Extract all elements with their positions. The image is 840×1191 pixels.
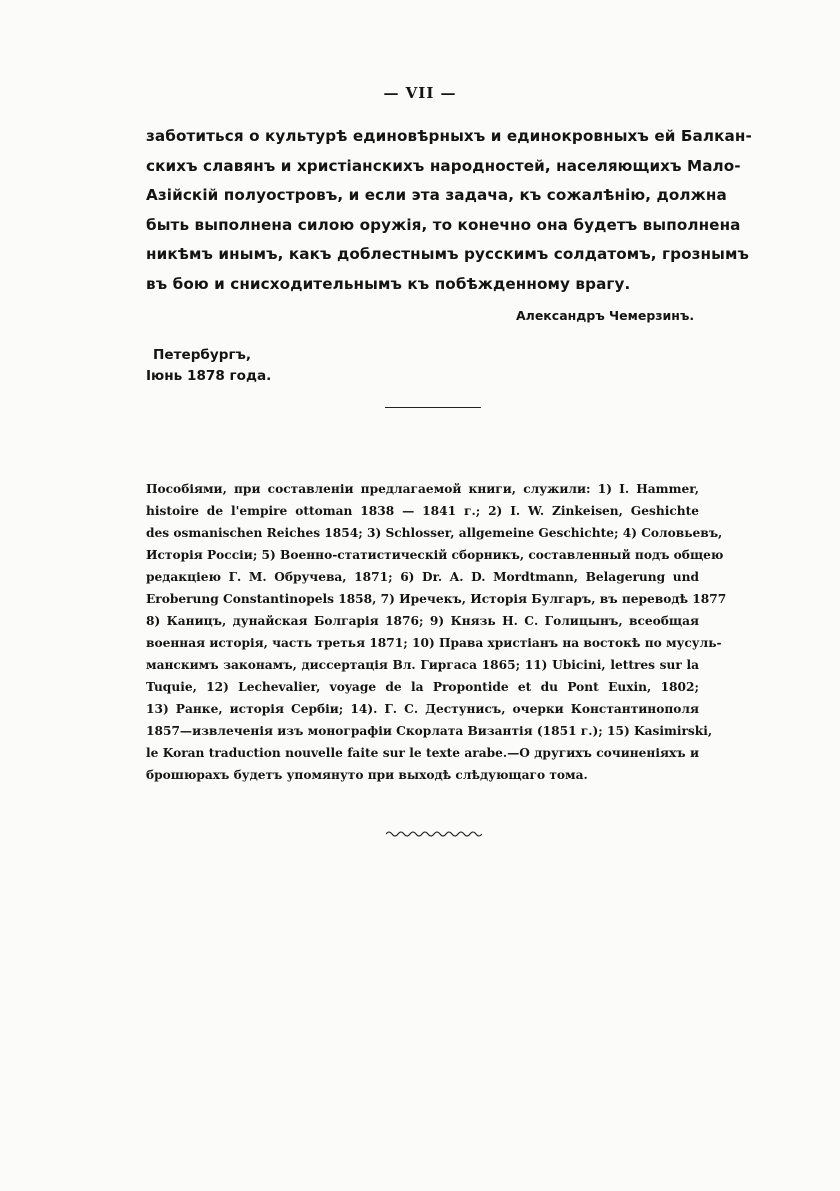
- sources-paragraph: [146, 478, 727, 786]
- date-line: Іюнь 1878 года.: [146, 368, 272, 384]
- text-line: никѣмъ инымъ, какъ доблестнымъ русскимъ солдатомъ, грознымъ: [146, 245, 749, 264]
- place-name: Петербургъ,: [153, 347, 251, 363]
- sources-line: Eroberung Constantinopels 1858, 7) Иречекъ, Исторія Булгаръ, въ переводѣ 1877: [146, 592, 727, 606]
- sources-line: des osmanischen Reiches 1854; 3) Schlosser, allgemeine Geschichte; 4) Соловьевъ,: [146, 526, 723, 540]
- sources-line: 1857—извлеченія изъ монографіи Скорлата Византія (1851 г.); 15) Kasimirski,: [146, 724, 713, 738]
- text-line: Азійскій полуостровъ, и если эта задача, къ сожалѣнію, должна: [146, 186, 727, 205]
- sources-line: манскимъ законамъ, диссертація Вл. Гиргаса 1865; 11) Ubicini, lettres sur la: [146, 658, 699, 672]
- place-date-block: [146, 345, 271, 387]
- text-line: заботиться о культурѣ единовѣрныхъ и единокровныхъ ей Балкан-: [146, 127, 752, 145]
- text-line: быть выполнена силою оружія, то конечно она будетъ выполнена: [146, 215, 741, 234]
- section-divider: [385, 407, 481, 408]
- sources-line: le Koran traduction nouvelle faite sur le texte arabe.—О другихъ сочиненіяхъ и: [146, 746, 699, 760]
- text-line: въ бою и снисходительнымъ къ побѣжденному врагу.: [146, 274, 631, 293]
- sources-line: военная исторія, часть третья 1871; 10) Права христіанъ на востокѣ по мусуль-: [146, 636, 722, 650]
- wavy-ornament: [386, 828, 482, 838]
- main-paragraph: [146, 122, 752, 300]
- page-number: — VII —: [383, 84, 457, 102]
- sources-line: 8) Каницъ, дунайская Болгарія 1876; 9) Князь Н. С. Голицынъ, всеобщая: [146, 614, 699, 628]
- sources-line: Пособіями, при составленіи предлагаемой книги, служили: 1) I. Hammer,: [146, 482, 699, 496]
- sources-line: histoire de l'empire ottoman 1838 — 1841 г.; 2) I. W. Zinkeisen, Geshichte: [146, 504, 699, 518]
- text-line: скихъ славянъ и христіанскихъ народностей, населяющихъ Мало-: [146, 156, 741, 175]
- author-signature: Александръ Чемерзинъ.: [516, 308, 695, 323]
- sources-line: Исторія Россіи; 5) Военно-статистическій сборникъ, составленный подъ общею: [146, 548, 724, 562]
- sources-line: 13) Ранке, исторія Сербіи; 14). Г. С. Дестунисъ, очерки Константинополя: [146, 702, 699, 716]
- sources-line: Tuquie, 12) Lechevalier, voyage de la Propontide et du Pont Euxin, 1802;: [146, 680, 699, 694]
- sources-line: редакціею Г. М. Обручева, 1871; 6) Dr. A. D. Mordtmann, Belagerung und: [146, 570, 699, 584]
- sources-line: брошюрахъ будетъ упомянуто при выходѣ слѣдующаго тома.: [146, 768, 588, 782]
